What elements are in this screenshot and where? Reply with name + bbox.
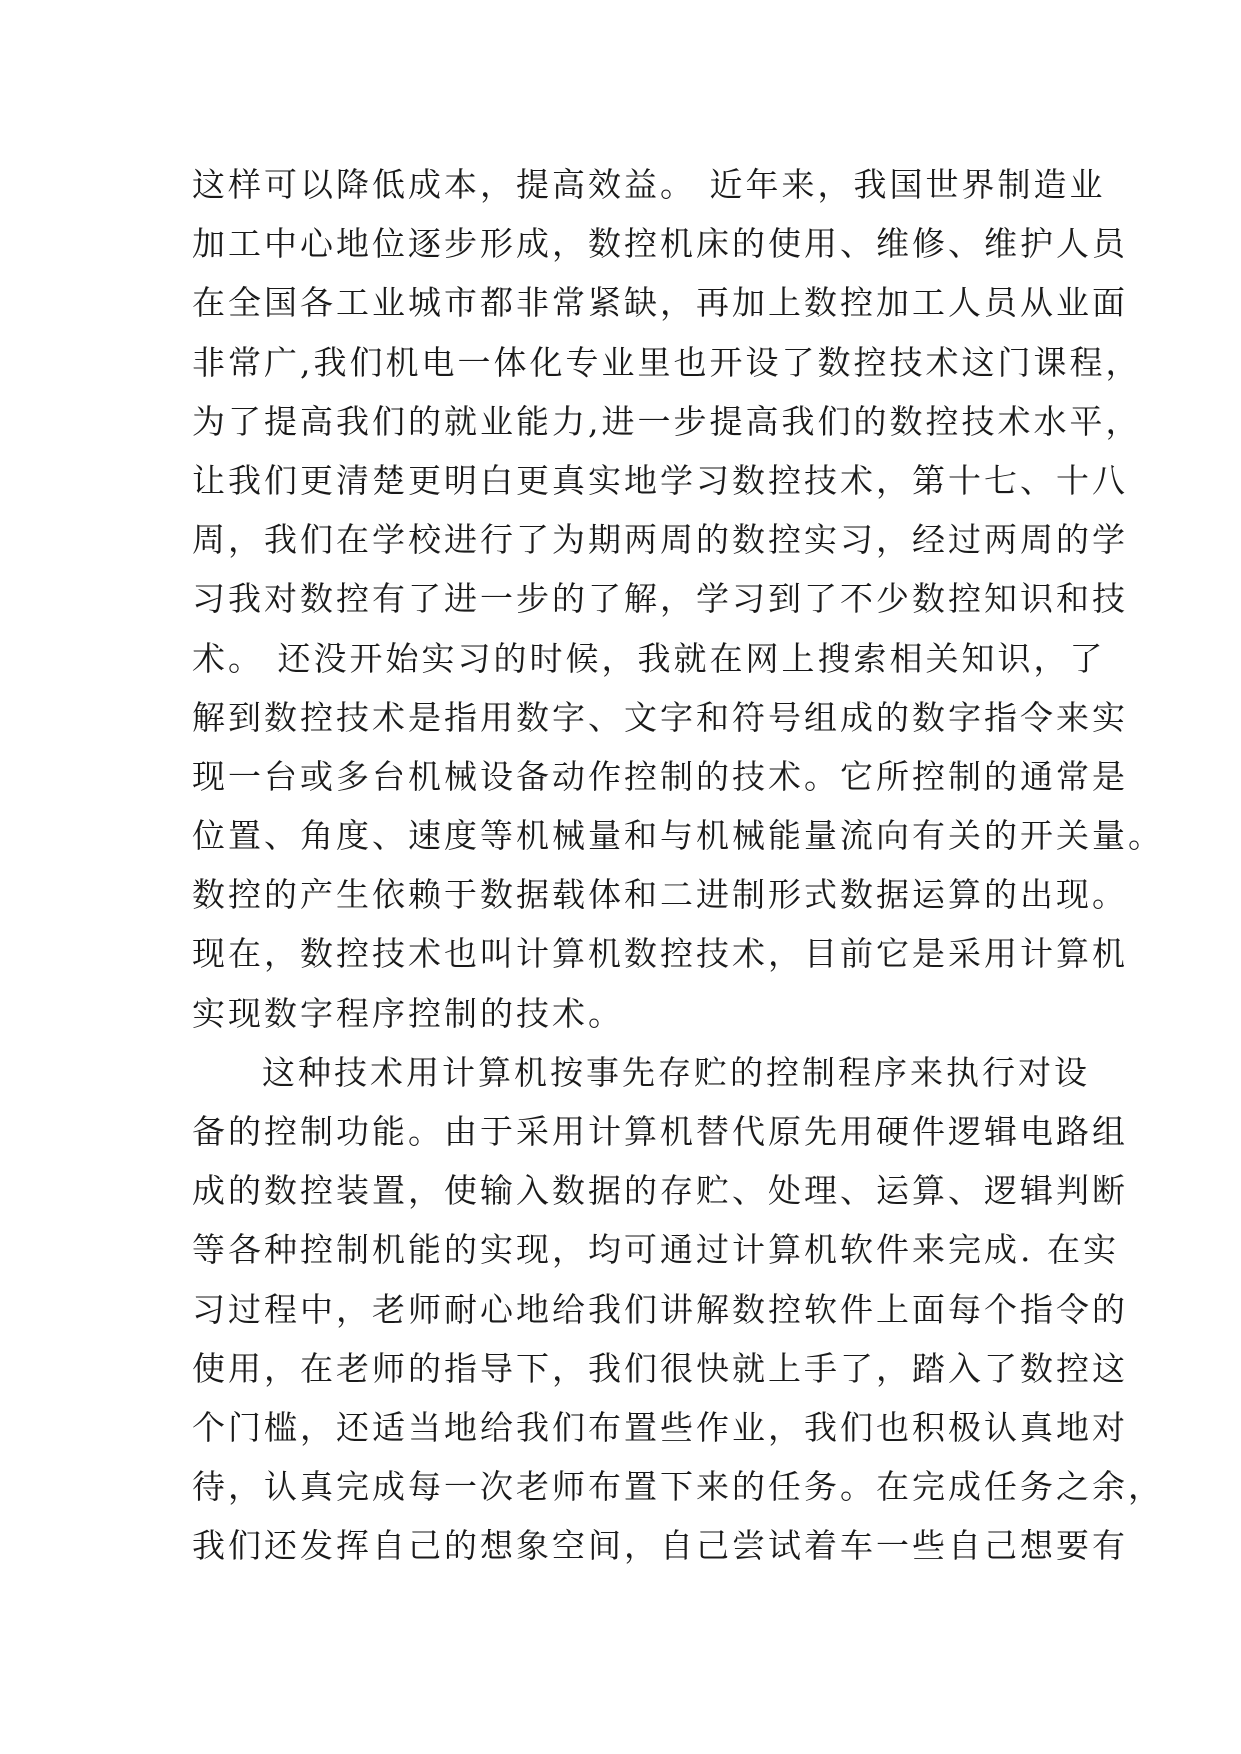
text-line: 让我们更清楚更明白更真实地学习数控技术，第十七、十八 xyxy=(192,460,1128,500)
text-line: 我们还发挥自己的想象空间，自己尝试着车一些自己想要有 xyxy=(192,1526,1128,1566)
text-line: 待，认真完成每一次老师布置下来的任务。在完成任务之余， xyxy=(192,1467,1164,1507)
text-line: 使用，在老师的指导下，我们很快就上手了，踏入了数控这 xyxy=(192,1348,1128,1388)
text-line: 现在，数控技术也叫计算机数控技术，目前它是采用计算机 xyxy=(192,934,1128,974)
text-line: 个门槛，还适当地给我们布置些作业，我们也积极认真地对 xyxy=(192,1407,1128,1447)
text-line: 解到数控技术是指用数字、文字和符号组成的数字指令来实 xyxy=(192,697,1128,737)
text-line: 数控的产生依赖于数据载体和二进制形式数据运算的出现。 xyxy=(192,875,1128,915)
text-line: 在全国各工业城市都非常紧缺，再加上数控加工人员从业面 xyxy=(192,283,1128,323)
text-line: 成的数控装置，使输入数据的存贮、处理、运算、逻辑判断 xyxy=(192,1171,1128,1211)
paragraph-first-line: 这种技术用计算机按事先存贮的控制程序来执行对设 xyxy=(262,1052,1090,1092)
text-line: 备的控制功能。由于采用计算机替代原先用硬件逻辑电路组 xyxy=(192,1112,1128,1151)
text-line: 等各种控制机能的实现，均可通过计算机软件来完成. 在实 xyxy=(192,1230,1119,1270)
text-line: 加工中心地位逐步形成，数控机床的使用、维修、维护人员 xyxy=(192,224,1128,264)
text-line: 实现数字程序控制的技术。 xyxy=(192,993,624,1033)
text-line: 习我对数控有了进一步的了解，学习到了不少数控知识和技 xyxy=(192,579,1128,619)
text-line: 位置、角度、速度等机械量和与机械能量流向有关的开关量。 xyxy=(192,816,1164,856)
body-text xyxy=(192,155,1164,1576)
text-line: 周，我们在学校进行了为期两周的数控实习，经过两周的学 xyxy=(192,520,1128,560)
text-line: 术。 还没开始实习的时候，我就在网上搜索相关知识，了 xyxy=(192,638,1106,678)
text-line: 现一台或多台机械设备动作控制的技术。它所控制的通常是 xyxy=(192,756,1128,796)
text-line: 习过程中，老师耐心地给我们讲解数控软件上面每个指令的 xyxy=(192,1289,1128,1329)
text-line: 非常广,我们机电一体化专业里也开设了数控技术这门课程， xyxy=(192,342,1142,382)
text-line: 为了提高我们的就业能力,进一步提高我们的数控技术水平， xyxy=(192,401,1142,441)
text-line: 这样可以降低成本，提高效益。 近年来，我国世界制造业 xyxy=(192,165,1106,204)
